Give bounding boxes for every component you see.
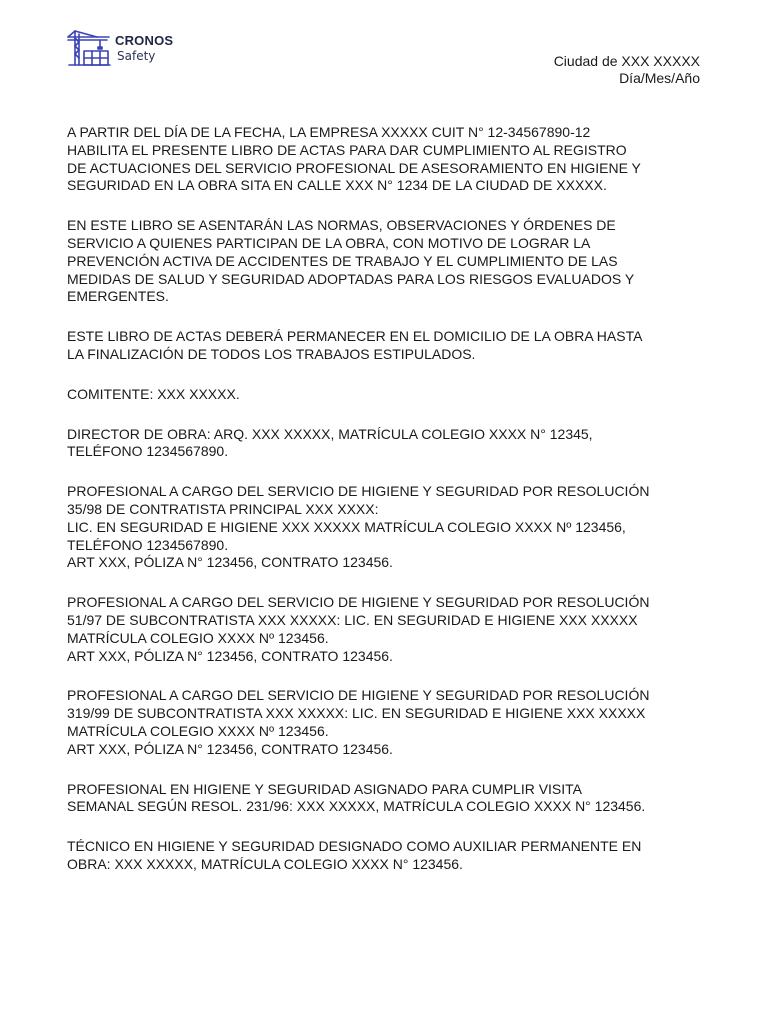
crane-building-icon (67, 29, 111, 67)
company-logo (67, 28, 173, 68)
logo-text (115, 34, 173, 62)
place-date-block (554, 53, 700, 87)
location-line: Ciudad de XXX XXXXX (553, 53, 700, 69)
paragraph-professional-sub1: PROFESIONAL A CARGO DEL SERVICIO DE HIGIENE Y SEGURIDAD POR RESOLUCIÓN 51/97 DE SUBCONTRATISTA XXX XXXXX: LIC. EN SEGURIDAD E HIGIENE XXX XXXXX MATRÍCULA COLEGIO XXXX Nº 123456. ART XXX, PÓLIZA N° 123456, CONTRATO 123456. (67, 594, 650, 664)
paragraph-weekly-visit: PROFESIONAL EN HIGIENE Y SEGURIDAD ASIGNADO PARA CUMPLIR VISITA SEMANAL SEGÚN RESOL. 231/96: XXX XXXXX, MATRÍCULA COLEGIO XXXX N° 123456. (67, 780, 646, 815)
date-line: Día/Mes/Año (619, 70, 700, 86)
paragraph-opening: A PARTIR DEL DÍA DE LA FECHA, LA EMPRESA XXXXX CUIT N° 12-34567890-12 HABILITA EL PRESENTE LIBRO DE ACTAS PARA DAR CUMPLIMIENTO AL REGISTRO DE ACTUACIONES DEL SERVICIO PROFESIONAL DE ASESORAMIENTO EN HIGIENE Y SEGURIDAD EN LA OBRA SITA EN CALLE XXX N° 1234 DE LA CIUDAD DE XXXXX. (67, 124, 641, 194)
paragraph-professional-sub2: PROFESIONAL A CARGO DEL SERVICIO DE HIGIENE Y SEGURIDAD POR RESOLUCIÓN 319/99 DE SUBCONTRATISTA XXX XXXXX: LIC. EN SEGURIDAD E HIGIENE XXX XXXXX MATRÍCULA COLEGIO XXXX Nº 123456. ART XXX, PÓLIZA N° 123456, CONTRATO 123456. (67, 687, 650, 757)
paragraph-comitente: COMITENTE: XXX XXXXX. (67, 385, 240, 402)
paragraph-technician: TÉCNICO EN HIGIENE Y SEGURIDAD DESIGNADO COMO AUXILIAR PERMANENTE EN OBRA: XXX XXXXX, MATRÍCULA COLEGIO XXXX N° 123456. (67, 838, 642, 872)
logo-name: CRONOS (115, 33, 174, 48)
logo-tagline: Safety (117, 49, 156, 63)
document-body (67, 124, 707, 896)
paragraph-director: DIRECTOR DE OBRA: ARQ. XXX XXXXX, MATRÍCULA COLEGIO XXXX N° 12345, TELÉFONO 1234567890. (67, 425, 593, 460)
paragraph-purpose: EN ESTE LIBRO SE ASENTARÁN LAS NORMAS, OBSERVACIONES Y ÓRDENES DE SERVICIO A QUIENES PARTICIPAN DE LA OBRA, CON MOTIVO DE LOGRAR LA PREVENCIÓN ACTIVA DE ACCIDENTES DE TRABAJO Y EL CUMPLIMIENTO DE LAS MEDIDAS DE SALUD Y SEGURIDAD ADOPTADAS PARA LOS RIESGOS EVALUADOS Y EMERGENTES. (67, 217, 635, 305)
paragraph-professional-main: PROFESIONAL A CARGO DEL SERVICIO DE HIGIENE Y SEGURIDAD POR RESOLUCIÓN 35/98 DE CONTRATISTA PRINCIPAL XXX XXXX: LIC. EN SEGURIDAD E HIGIENE XXX XXXXX MATRÍCULA COLEGIO XXXX Nº 123456, TELÉFONO 1234567890. ART XXX, PÓLIZA N° 123456, CONTRATO 123456. (67, 483, 650, 571)
paragraph-location: ESTE LIBRO DE ACTAS DEBERÁ PERMANECER EN EL DOMICILIO DE LA OBRA HASTA LA FINALIZACIÓN DE TODOS LOS TRABAJOS ESTIPULADOS. (67, 328, 643, 362)
